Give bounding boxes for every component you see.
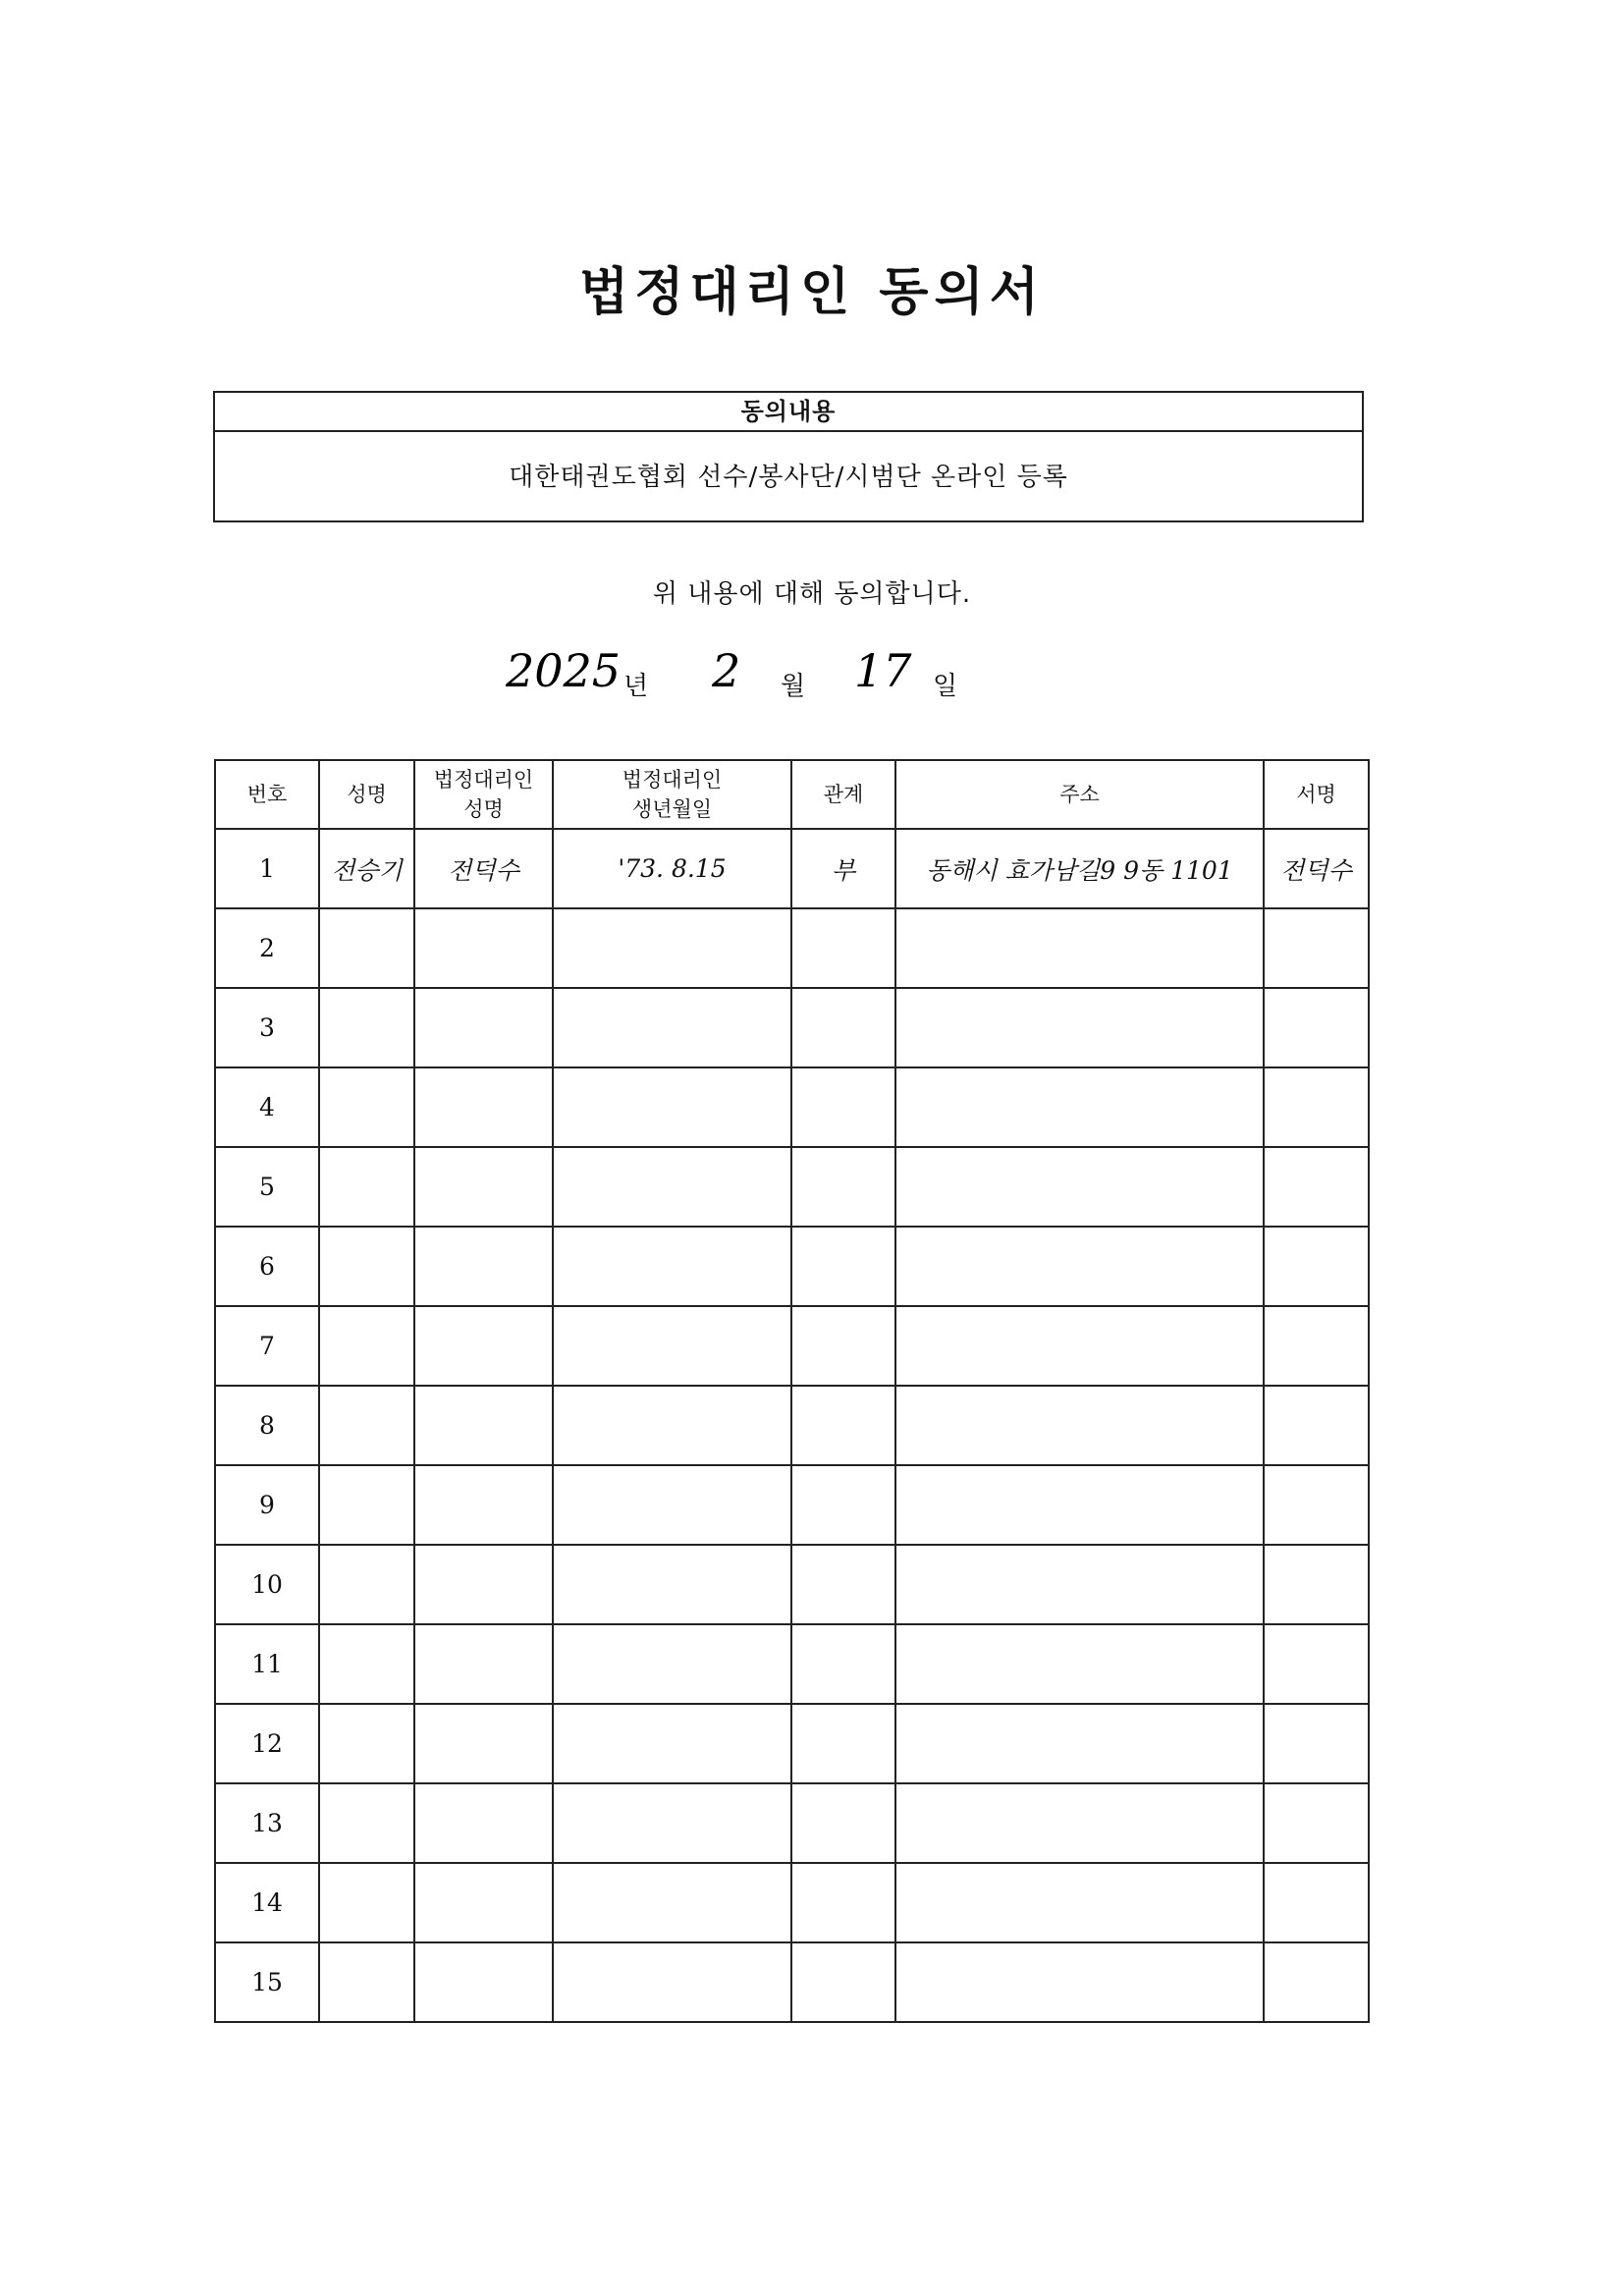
cell-signature xyxy=(1264,1624,1369,1704)
header-address: 주소 xyxy=(895,760,1264,829)
cell-no: 9 xyxy=(215,1465,319,1545)
cell-signature xyxy=(1264,1545,1369,1624)
cell-name xyxy=(319,1783,414,1863)
cell-address xyxy=(895,1067,1264,1147)
cell-guardian-birth xyxy=(553,1863,791,1942)
cell-guardian-name xyxy=(414,1386,553,1465)
cell-no: 12 xyxy=(215,1704,319,1783)
table-row xyxy=(215,1624,1369,1704)
cell-name xyxy=(319,988,414,1067)
table-row xyxy=(215,1863,1369,1942)
cell-guardian-birth xyxy=(553,1386,791,1465)
cell-relation: 부 xyxy=(791,829,895,908)
cell-relation xyxy=(791,1465,895,1545)
cell-guardian-name xyxy=(414,988,553,1067)
cell-name xyxy=(319,1863,414,1942)
cell-relation xyxy=(791,1386,895,1465)
date-day: 17 xyxy=(854,644,912,697)
header-no: 번호 xyxy=(215,760,319,829)
table-row xyxy=(215,1386,1369,1465)
consent-box xyxy=(213,391,1364,522)
table-header-row xyxy=(215,760,1369,829)
document-title: 법정대리인 동의서 xyxy=(579,263,1045,322)
cell-guardian-name: 전덕수 xyxy=(414,829,553,908)
cell-address xyxy=(895,988,1264,1067)
date-month-unit: 월 xyxy=(781,672,806,701)
table-row xyxy=(215,1147,1369,1227)
cell-no: 15 xyxy=(215,1942,319,2022)
cell-no: 10 xyxy=(215,1545,319,1624)
cell-name xyxy=(319,1386,414,1465)
cell-guardian-name xyxy=(414,1306,553,1386)
guardian-table xyxy=(214,759,1370,2023)
table-row xyxy=(215,1783,1369,1863)
cell-guardian-birth: '73. 8.15 xyxy=(553,829,791,908)
cell-relation xyxy=(791,988,895,1067)
cell-no: 14 xyxy=(215,1863,319,1942)
header-guardian-birth: 법정대리인 생년월일 xyxy=(553,760,791,829)
cell-address xyxy=(895,1624,1264,1704)
cell-no: 7 xyxy=(215,1306,319,1386)
header-guardian-name: 법정대리인 성명 xyxy=(414,760,553,829)
cell-signature xyxy=(1264,1386,1369,1465)
table-row xyxy=(215,1067,1369,1147)
table-row xyxy=(215,908,1369,988)
header-relation: 관계 xyxy=(791,760,895,829)
cell-name: 전승기 xyxy=(319,829,414,908)
cell-guardian-name xyxy=(414,1465,553,1545)
cell-relation xyxy=(791,1067,895,1147)
cell-guardian-name xyxy=(414,1147,553,1227)
cell-guardian-name xyxy=(414,1942,553,2022)
cell-no: 11 xyxy=(215,1624,319,1704)
cell-address xyxy=(895,1704,1264,1783)
cell-address: 동해시 효가남길9 9동 1101 xyxy=(895,829,1264,908)
table-row xyxy=(215,988,1369,1067)
date-month: 2 xyxy=(712,644,741,697)
cell-address xyxy=(895,1783,1264,1863)
date-year-unit: 년 xyxy=(623,672,649,701)
cell-guardian-birth xyxy=(553,1783,791,1863)
consent-header: 동의내용 xyxy=(215,393,1362,432)
cell-address xyxy=(895,1863,1264,1942)
cell-address xyxy=(895,1942,1264,2022)
cell-guardian-birth xyxy=(553,1067,791,1147)
cell-no: 6 xyxy=(215,1227,319,1306)
cell-relation xyxy=(791,1624,895,1704)
cell-relation xyxy=(791,1306,895,1386)
cell-relation xyxy=(791,1863,895,1942)
date-day-unit: 일 xyxy=(933,672,958,701)
cell-signature xyxy=(1264,1704,1369,1783)
cell-no: 5 xyxy=(215,1147,319,1227)
cell-relation xyxy=(791,1942,895,2022)
cell-guardian-name xyxy=(414,1067,553,1147)
table-row xyxy=(215,1545,1369,1624)
date-year: 2025 xyxy=(506,644,622,697)
cell-signature xyxy=(1264,988,1369,1067)
cell-no: 1 xyxy=(215,829,319,908)
consent-content: 대한태권도협회 선수/봉사단/시범단 온라인 등록 xyxy=(509,463,1068,492)
cell-relation xyxy=(791,908,895,988)
cell-signature xyxy=(1264,1227,1369,1306)
cell-guardian-birth xyxy=(553,1942,791,2022)
cell-name xyxy=(319,1545,414,1624)
cell-guardian-name xyxy=(414,1704,553,1783)
cell-name xyxy=(319,1624,414,1704)
cell-name xyxy=(319,1465,414,1545)
cell-no: 8 xyxy=(215,1386,319,1465)
cell-signature xyxy=(1264,1863,1369,1942)
header-name: 성명 xyxy=(319,760,414,829)
table-row xyxy=(215,1306,1369,1386)
cell-guardian-birth xyxy=(553,988,791,1067)
agreement-statement: 위 내용에 대해 동의합니다. xyxy=(652,579,972,609)
cell-guardian-birth xyxy=(553,1306,791,1386)
cell-name xyxy=(319,1306,414,1386)
cell-address xyxy=(895,1465,1264,1545)
cell-guardian-name xyxy=(414,908,553,988)
cell-signature xyxy=(1264,1306,1369,1386)
cell-name xyxy=(319,1942,414,2022)
cell-address xyxy=(895,908,1264,988)
cell-guardian-birth xyxy=(553,1227,791,1306)
cell-no: 4 xyxy=(215,1067,319,1147)
cell-address xyxy=(895,1306,1264,1386)
cell-address xyxy=(895,1386,1264,1465)
cell-relation xyxy=(791,1545,895,1624)
cell-signature xyxy=(1264,1067,1369,1147)
cell-name xyxy=(319,1067,414,1147)
cell-no: 2 xyxy=(215,908,319,988)
header-signature: 서명 xyxy=(1264,760,1369,829)
cell-guardian-birth xyxy=(553,1465,791,1545)
cell-signature: 전덕수 xyxy=(1264,829,1369,908)
cell-guardian-birth xyxy=(553,1704,791,1783)
cell-no: 13 xyxy=(215,1783,319,1863)
cell-name xyxy=(319,1704,414,1783)
cell-signature xyxy=(1264,1783,1369,1863)
cell-relation xyxy=(791,1227,895,1306)
cell-guardian-name xyxy=(414,1545,553,1624)
cell-guardian-birth xyxy=(553,1147,791,1227)
table-row xyxy=(215,1704,1369,1783)
cell-address xyxy=(895,1545,1264,1624)
cell-signature xyxy=(1264,1465,1369,1545)
table-row xyxy=(215,1227,1369,1306)
cell-guardian-name xyxy=(414,1863,553,1942)
table-row xyxy=(215,829,1369,908)
table-row xyxy=(215,1465,1369,1545)
cell-name xyxy=(319,1147,414,1227)
cell-guardian-name xyxy=(414,1227,553,1306)
cell-no: 3 xyxy=(215,988,319,1067)
cell-relation xyxy=(791,1783,895,1863)
cell-address xyxy=(895,1147,1264,1227)
cell-guardian-name xyxy=(414,1783,553,1863)
cell-relation xyxy=(791,1147,895,1227)
cell-signature xyxy=(1264,1942,1369,2022)
cell-guardian-birth xyxy=(553,1624,791,1704)
cell-guardian-birth xyxy=(553,1545,791,1624)
cell-signature xyxy=(1264,1147,1369,1227)
table-row xyxy=(215,1942,1369,2022)
cell-name xyxy=(319,1227,414,1306)
cell-signature xyxy=(1264,908,1369,988)
cell-guardian-birth xyxy=(553,908,791,988)
cell-guardian-name xyxy=(414,1624,553,1704)
cell-name xyxy=(319,908,414,988)
cell-relation xyxy=(791,1704,895,1783)
cell-address xyxy=(895,1227,1264,1306)
